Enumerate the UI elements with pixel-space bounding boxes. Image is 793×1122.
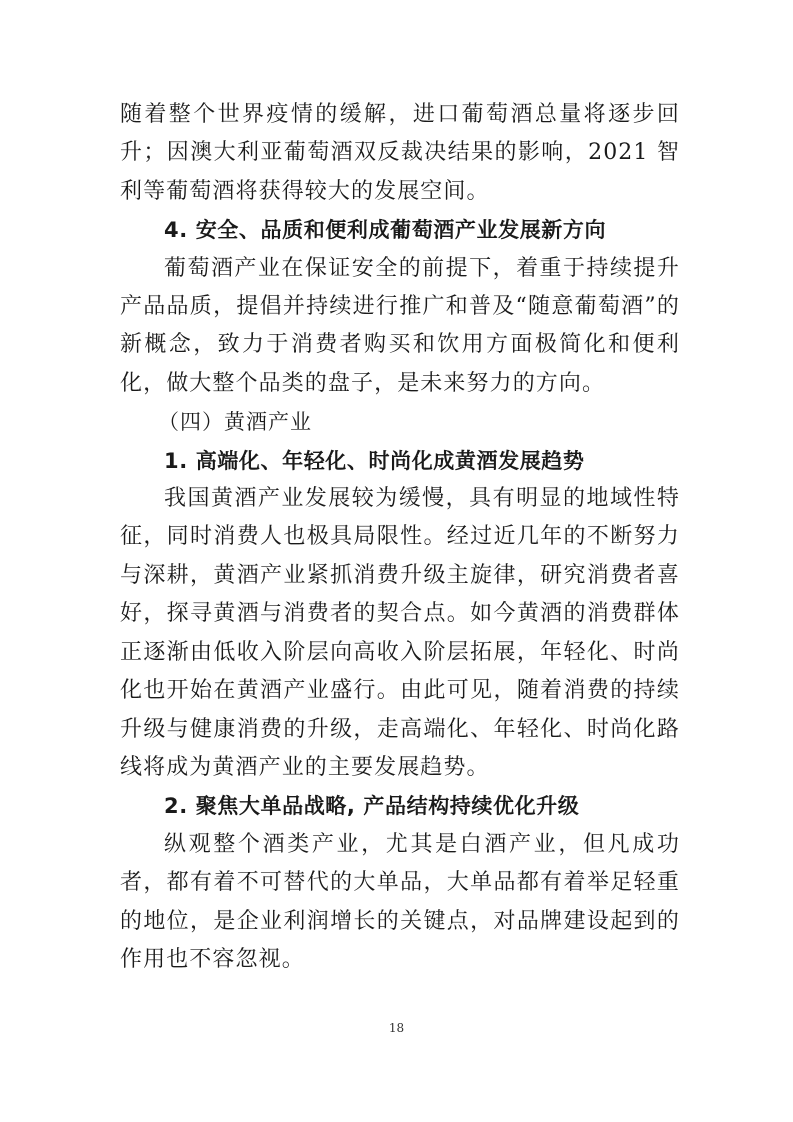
section-title-yellow-wine: （四）黄酒产业 bbox=[158, 410, 312, 435]
paragraph-flagship-product: 纵观整个酒类产业，尤其是白酒产业，但凡成功者，都有着不可替代的大单品，大单品都有着举足轻重的地位，是企业利润增长的关键点，对品牌建设起到的作用也不容忽视。 bbox=[120, 831, 680, 972]
document-body bbox=[120, 96, 680, 979]
heading-wine-new-direction: 4. 安全、品质和便利成葡萄酒产业发展新方向 bbox=[164, 218, 607, 243]
paragraph-wine-import-recovery: 随着整个世界疫情的缓解，进口葡萄酒总量将逐步回升；因澳大利亚葡萄酒双反裁决结果的影响，2021 智利等葡萄酒将获得较大的发展空间。 bbox=[120, 102, 680, 204]
page-number: 18 bbox=[388, 1021, 405, 1035]
heading-flagship-product-strategy: 2. 聚焦大单品战略, 产品结构持续优化升级 bbox=[164, 794, 580, 819]
heading-yellow-wine-trend: 1. 高端化、年轻化、时尚化成黄酒发展趋势 bbox=[164, 448, 585, 473]
paragraph-yellow-wine-development: 我国黄酒产业发展较为缓慢，具有明显的地域性特征，同时消费人也极具局限性。经过近几年的不断努力与深耕，黄酒产业紧抓消费升级主旋律，研究消费者喜好，探寻黄酒与消费者的契合点。如今黄酒的消费群体正逐渐由低收入阶层向高收入阶层拓展，年轻化、时尚化也开始在黄酒产业盛行。由此可见，随着消费的持续升级与健康消费的升级，走高端化、年轻化、时尚化路线将成为黄酒产业的主要发展趋势。 bbox=[120, 486, 680, 780]
paragraph-wine-industry-direction: 葡萄酒产业在保证安全的前提下，着重于持续提升产品品质，提倡并持续进行推广和普及“随意葡萄酒”的新概念，致力于消费者购买和饮用方面极简化和便利化，做大整个品类的盘子，是未来努力的方向。 bbox=[120, 255, 680, 396]
